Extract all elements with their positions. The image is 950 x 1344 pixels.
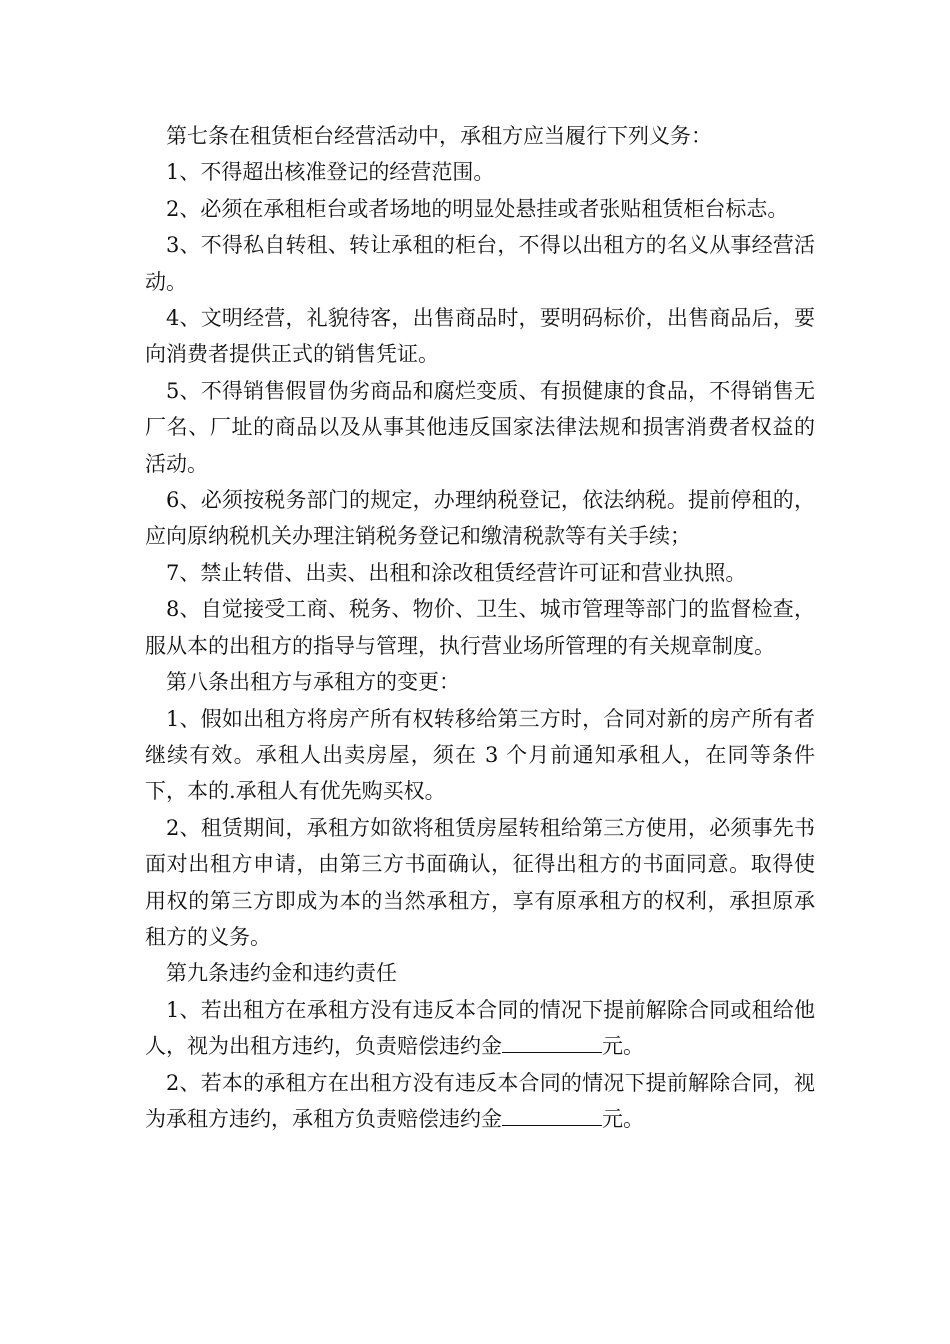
article-7-item-4: 4、文明经营，礼貌待客，出售商品时，要明码标价，出售商品后，要向消费者提供正式的销售凭证。 (145, 306, 815, 367)
article-9-item-1 (145, 992, 815, 1065)
article-9-item-1-unit: 元。 (602, 1034, 644, 1059)
article-7-item-2: 2、必须在承租柜台或者场地的明显处悬挂或者张贴租赁柜台标志。 (166, 196, 789, 221)
article-7-item-8: 8、自觉接受工商、税务、物价、卫生、城市管理等部门的监督检查，服从本的出租方的指导与管理，执行营业场所管理的有关规章制度。 (145, 597, 815, 658)
article-7-item-5: 5、不得销售假冒伪劣商品和腐烂变质、有损健康的食品，不得销售无厂名、厂址的商品以及从事其他违反国家法律法规和损害消费者权益的活动。 (145, 378, 815, 476)
article-7-item-7: 7、禁止转借、出卖、出租和涂改租赁经营许可证和营业执照。 (166, 560, 747, 585)
penalty-amount-blank-1 (502, 1031, 602, 1053)
document-page (145, 118, 815, 1137)
article-7-item-3: 3、不得私自转租、转让承租的柜台，不得以出租方的名义从事经营活动。 (145, 233, 815, 294)
article-9-item-2-text: 2、若本的承租方在出租方没有违反本合同的情况下提前解除合同，视为承租方违约，承租方负责赔偿违约金 (145, 1070, 815, 1131)
article-8-item-2: 2、租赁期间，承租方如欲将租赁房屋转租给第三方使用，必须事先书面对出租方申请，由第三方书面确认，征得出租方的书面同意。取得使用权的第三方即成为本的当然承租方，享有原承租方的权利，承担原承租方的义务。 (145, 815, 815, 949)
article-7-heading: 第七条在租赁柜台经营活动中，承租方应当履行下列义务： (166, 124, 712, 148)
article-7-item-1: 1、不得超出核准登记的经营范围。 (166, 160, 495, 185)
article-8-item-1: 1、假如出租方将房产所有权转移给第三方时，合同对新的房产所有者继续有效。承租人出卖房屋，须在 3 个月前通知承租人，在同等条件下，本的.承租人有优先购买权。 (145, 706, 815, 804)
article-9-item-2 (145, 1065, 815, 1138)
article-8-heading: 第八条出租方与承租方的变更： (166, 670, 460, 695)
article-9-item-1-text: 1、若出租方在承租方没有违反本合同的情况下提前解除合同或租给他人，视为出租方违约，负责赔偿违约金 (145, 997, 815, 1059)
article-9-item-2-unit: 元。 (602, 1106, 644, 1131)
article-7-item-6: 6、必须按税务部门的规定，办理纳税登记，依法纳税。提前停租的，应向原纳税机关办理注销税务登记和缴清税款等有关手续； (145, 488, 815, 549)
article-9-heading: 第九条违约金和违约责任 (166, 961, 397, 986)
penalty-amount-blank-2 (502, 1104, 602, 1126)
